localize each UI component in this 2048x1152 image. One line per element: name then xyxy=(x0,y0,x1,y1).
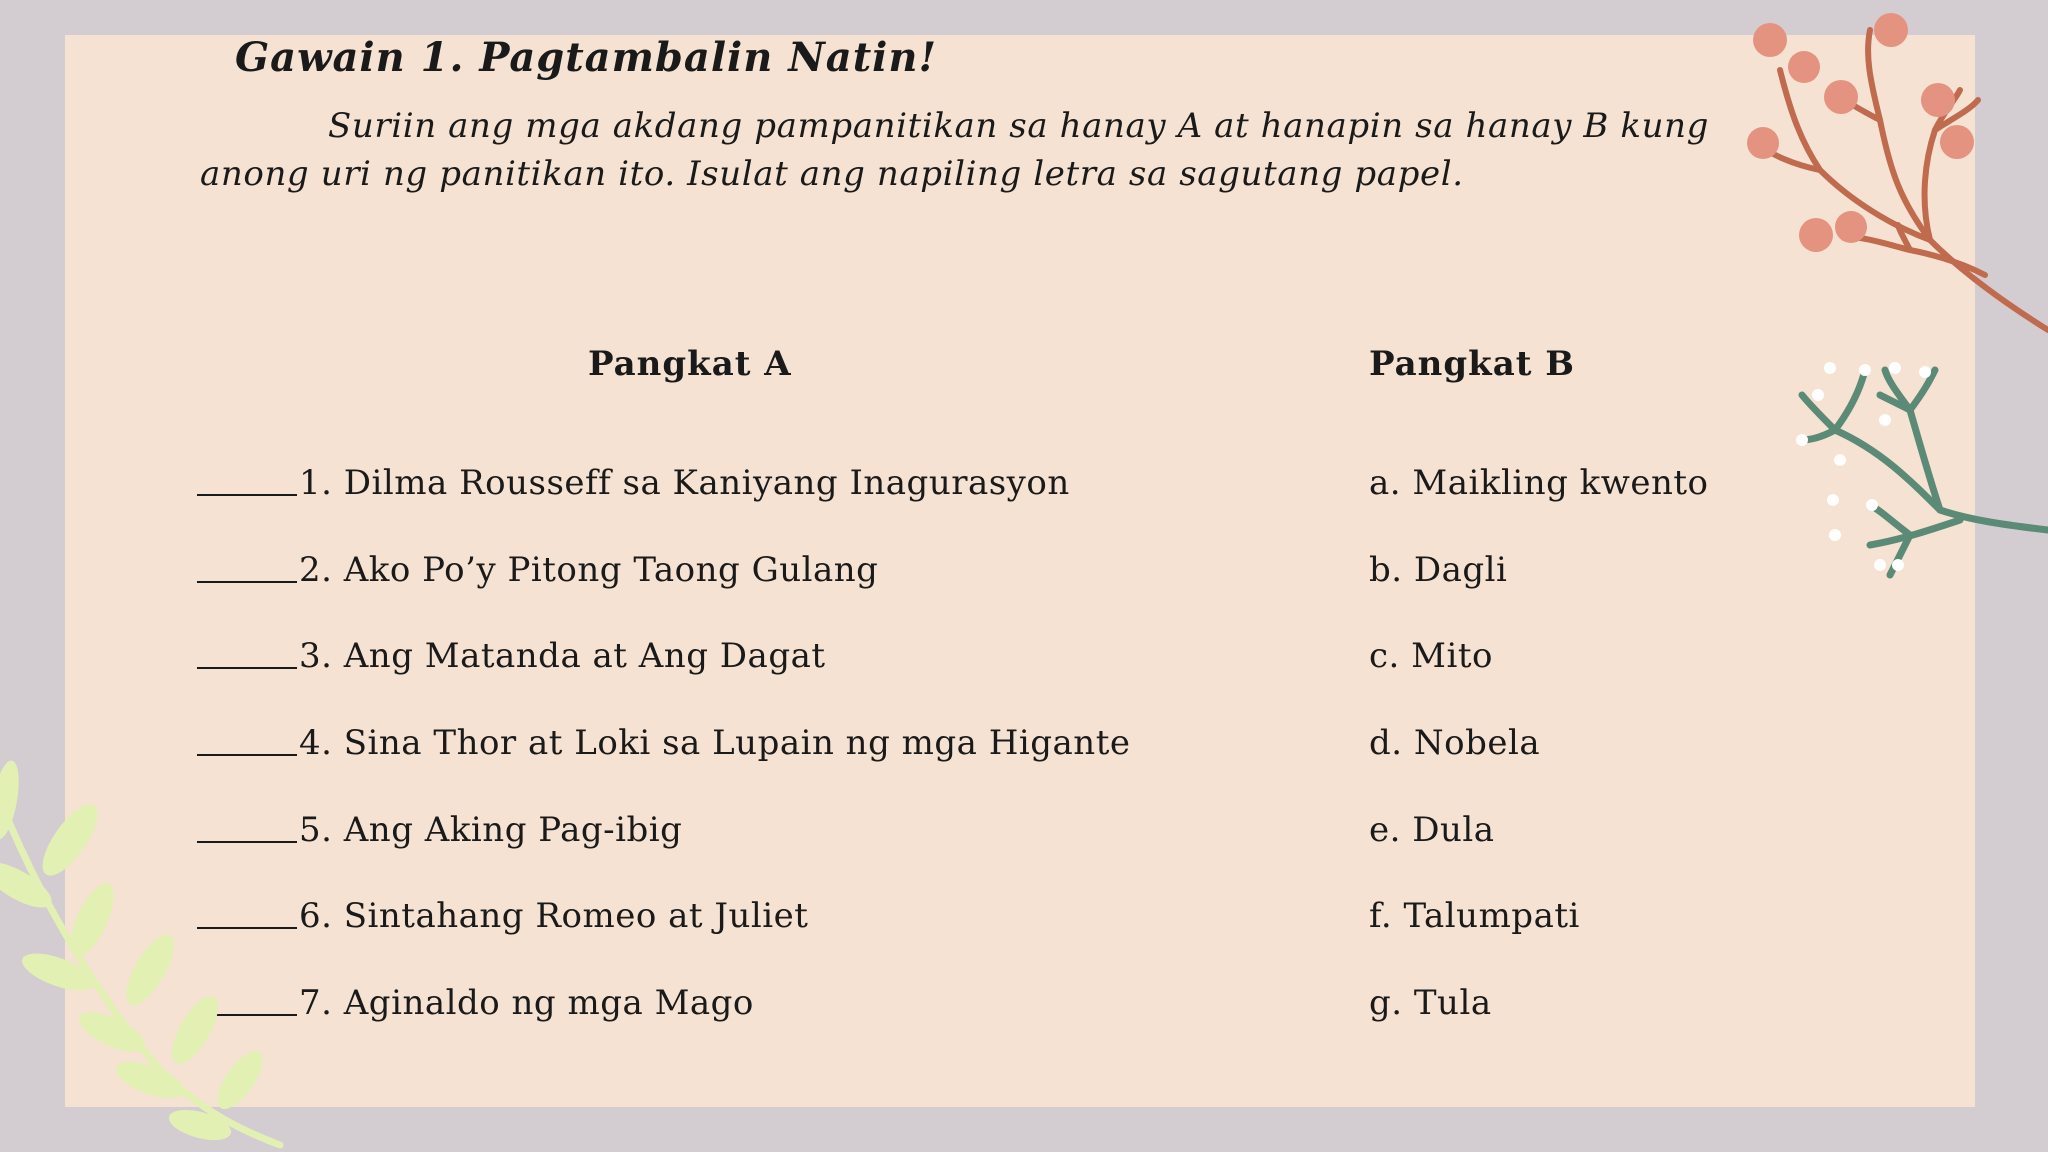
item-text: 7. Aginaldo ng mga Mago xyxy=(299,983,754,1023)
column-a-header: Pangkat A xyxy=(588,344,792,384)
activity-title: Gawain 1. Pagtambalin Natin! xyxy=(235,34,938,81)
item-text: 2. Ako Po’y Pitong Taong Gulang xyxy=(299,550,879,590)
instructions-text: Suriin ang mga akdang pampanitikan sa hanay A at hanapin sa hanay B kung anong uri ng panitikan ito. Isulat ang napiling letra sa sagutang papel. xyxy=(200,106,1709,194)
answer-blank xyxy=(197,841,297,843)
column-b-item-f: f. Talumpati xyxy=(1369,896,1580,936)
column-b-item-g: g. Tula xyxy=(1369,983,1492,1023)
answer-blank xyxy=(197,927,297,929)
column-a-item-5 xyxy=(197,800,682,860)
column-a-item-2 xyxy=(197,540,878,600)
column-b-item-b: b. Dagli xyxy=(1369,550,1508,590)
column-b-header: Pangkat B xyxy=(1369,344,1576,384)
column-b-item-c: c. Mito xyxy=(1369,636,1493,676)
item-text: 3. Ang Matanda at Ang Dagat xyxy=(299,636,826,676)
item-text: 6. Sintahang Romeo at Juliet xyxy=(299,896,809,936)
answer-blank xyxy=(197,494,297,496)
column-b-item-a: a. Maikling kwento xyxy=(1369,463,1709,503)
item-text: 1. Dilma Rousseff sa Kaniyang Inagurasyon xyxy=(299,463,1070,503)
column-a-item-1 xyxy=(197,453,1070,513)
answer-blank xyxy=(197,754,297,756)
column-a-item-6 xyxy=(197,886,808,946)
column-b-item-d: d. Nobela xyxy=(1369,723,1541,763)
item-text: 4. Sina Thor at Loki sa Lupain ng mga Higante xyxy=(299,723,1131,763)
item-text: 5. Ang Aking Pag-ibig xyxy=(299,810,683,850)
answer-blank xyxy=(197,1014,297,1016)
column-a-item-3 xyxy=(197,626,826,686)
column-b-item-e: e. Dula xyxy=(1369,810,1495,850)
column-a-item-7 xyxy=(197,973,754,1033)
column-a-item-4 xyxy=(197,713,1130,773)
answer-blank xyxy=(197,581,297,583)
answer-blank xyxy=(197,667,297,669)
